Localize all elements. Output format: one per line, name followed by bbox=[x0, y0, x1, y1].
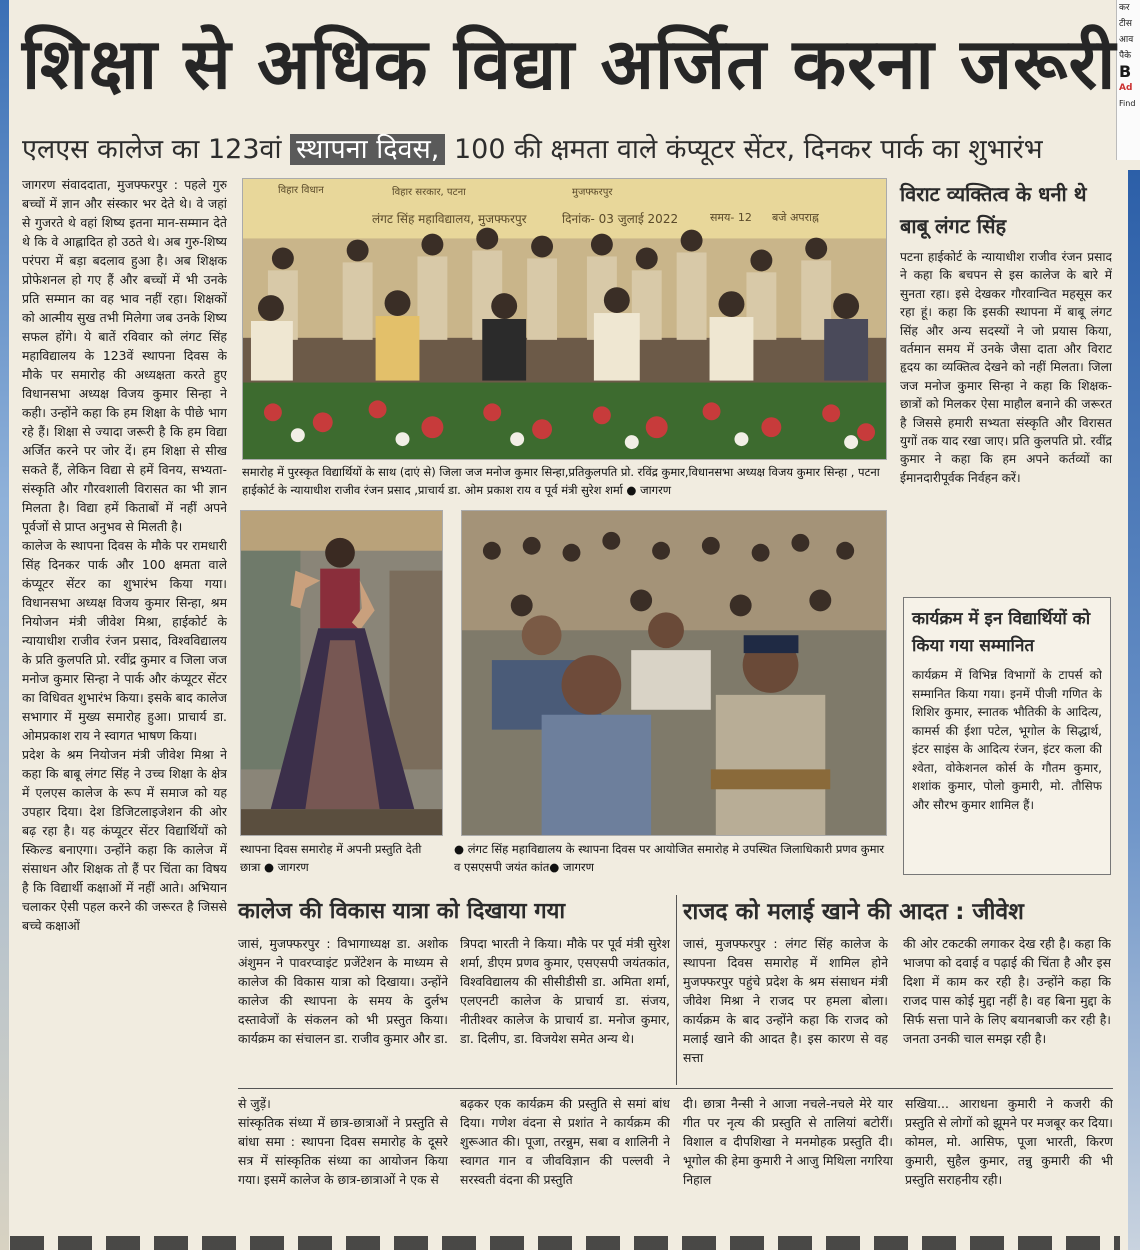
audience-photo bbox=[461, 510, 887, 836]
edge-fragment: Find bbox=[1119, 99, 1136, 108]
edge-fragment: पैके bbox=[1119, 51, 1132, 61]
dancer-photo bbox=[240, 510, 443, 836]
story-headline: कालेज की विकास यात्रा को दिखाया गया bbox=[238, 899, 566, 924]
photo-caption: ● लंगट सिंह महाविद्यालय के स्थापना दिवस पर आयोजित समारोह मे उपस्थित जिलाधिकारी प्रणव कुमार व एसएसपी जयंत कांत● जागरण bbox=[454, 842, 885, 874]
story-headline-text: राजद को मलाई खाने की आदत bbox=[683, 899, 948, 925]
sidebar-story-body: पटना हाईकोर्ट के न्यायाधीश राजीव रंजन प्रसाद ने कहा कि बचपन से इस कालेज के बारे में सुनता रहा। इसे देखकर गौरवान्वित महसूस कर रहा हूं। कहा कि इसकी स्थापना में बाबू लंगट सिंह और अन्य सदस्यों ने जो प्रयास किया, वर्तमान समय में उनके जैसा दाता और विराट हृदय का व्यक्तित्व देखने को नहीं मिलता। जिला जज मनोज कुमार सिन्हा ने कहा कि शिक्षक-छात्रों को मिलकर ऐसा माहौल बनाने की जरूरत है जिससे हमारी सभ्यता संस्कृति और विरासत युगों तक याद रखा जाए। प्रति कुलपति प्रो. रवींद्र कुमार ने कहा कि हम अपने कर्तव्यों का ईमानदारीपूर्वक निर्वहन करें। bbox=[900, 250, 1112, 485]
page-edge-strip bbox=[0, 0, 9, 1250]
banner-text: समय- 12 bbox=[710, 211, 752, 224]
subheadline-text: एलएस कालेज का 123वां bbox=[22, 134, 282, 165]
edge-fragment: कर bbox=[1119, 3, 1130, 13]
subheadline-highlight: स्थापना दिवस, bbox=[290, 134, 445, 165]
bottom-column: बढ़कर एक कार्यक्रम की प्रस्तुति से समां बांध दिया। गणेश वंदना से प्रशांत ने कार्यक्रम की शुरूआत की। पूजा, तरन्नुम, सबा व शालिनी ने स्वागत गान व जीवविज्ञान की पल्लवी ने सरस्वती वंदना की प्रस्तुति bbox=[460, 1096, 670, 1187]
banner-text: विहार विधान bbox=[278, 185, 324, 196]
adjacent-page-fragment bbox=[1116, 0, 1140, 160]
banner-overlay bbox=[242, 178, 887, 238]
story-column: जासं, मुजफ्फरपुर : विभागाध्यक्ष डा. अशोक अंशुमन ने पावरप्वाइंट प्रजेंटेशन के माध्यम से कालेज की विकास यात्रा को दिखाया। उन्होंने कालेज की स्थापना के समय के दुर्लभ दस्तावेजों के संकलन को भी प्रस्तुत किया। कार्यक्रम का संचालन डा. राजीव कुमार और डा. bbox=[238, 936, 448, 1046]
banner-text: लंगट सिंह महाविद्यालय, मुजफ्फरपुर bbox=[372, 212, 527, 226]
story-column: की ओर टकटकी लगाकर देख रही है। कहा कि भाजपा को दवाई व पढ़ाई की चिंता है और इस दिशा में काम कर रही है। उन्होंने कहा कि राजद पास कोई मुद्दा नहीं है। वह बिना मुद्दा के सिर्फ सत्ता पाने के लिए बयानबाजी कर रही है। जनता उनकी चाल समझ रही है। bbox=[903, 936, 1111, 1046]
edge-fragment: आव bbox=[1119, 35, 1134, 45]
photo-caption: स्थापना दिवस समारोह में अपनी प्रस्तुति देती छात्रा ● जागरण bbox=[240, 842, 422, 874]
sidebar-story-title: कार्यक्रम में इन विद्यार्थियों को किया गया सम्मानित bbox=[912, 609, 1091, 656]
story-headline bbox=[683, 895, 1113, 931]
next-headline-cutoff bbox=[10, 1232, 1120, 1250]
subheadline-text: 100 की क्षमता वाले कंप्यूटर सेंटर, दिनकर पार्क का शुभारंभ bbox=[454, 134, 1043, 165]
banner-text: मुजफ्फरपुर bbox=[572, 187, 613, 198]
story-headline-suffix: : जीवेश bbox=[955, 899, 1024, 925]
adjacent-page-blue-strip bbox=[1128, 170, 1140, 1250]
sidebar-story-body: कार्यक्रम में विभिन्न विभागों के टापर्स को सम्मानित किया गया। इनमें पीजी गणित के शिशिर कुमार, स्नातक भौतिकी के आदित्य, कामर्स की ईशा पटेल, भूगोल के सिद्धार्थ, इंटर साइंस के आदित्य रंजन, इंटर कला की श्वेता, वोकेशनल कोर्स के गौतम कुमार, शशांक कुमार, पोलो कुमारी, मो. तौसिफ और सौरभ कुमार शामिल हैं। bbox=[912, 668, 1102, 812]
bottom-column: सखिया... आराधना कुमारी ने कजरी की प्रस्तुति से लोगों को झूमने पर मजबूर कर दिया। कोमल, मो. आसिफ, पूजा भारती, किरण कुमारी, सुहैल कुमार, तन्नु कुमारी की भी प्रस्तुति सराहनीय रही। bbox=[905, 1096, 1113, 1187]
banner-text: बजे अपराह्न bbox=[772, 211, 819, 224]
subheadline bbox=[22, 130, 1112, 170]
story-column: जासं, मुजफ्फरपुर : लंगट सिंह कालेज के स्थापना दिवस समारोह में शामिल होने मुजफ्फरपुर पहुंचे प्रदेश के श्रम संसाधन मंत्री जीवेश मिश्रा ने राजद पर हमला बोला। कार्यक्रम के बाद उन्होंने कहा कि राजद को मलाई खाने की आदत है। इस कारण से वह सत्ता bbox=[683, 936, 888, 1065]
edge-fragment: B bbox=[1119, 62, 1132, 81]
sidebar-story-1 bbox=[900, 178, 1112, 588]
banner-text: दिनांक- 03 जुलाई 2022 bbox=[562, 212, 679, 226]
column-divider bbox=[676, 895, 677, 1085]
sidebar-story-2 bbox=[903, 597, 1111, 875]
page-headline: शिक्षा से अधिक विद्या अर्जित करना जरूरी bbox=[22, 23, 1117, 105]
story-column: त्रिपदा भारती ने किया। मौके पर पूर्व मंत्री सुरेश शर्मा, डीएम प्रणव कुमार, एसएसपी जयंतकांत, विश्वविद्यालय की सीसीडीसी डा. अमिता शर्मा, एलएनटी कालेज के प्राचार्य डा. संजय, नीतीश्वर कालेज के प्राचार्य डा. मनोज कुमार, डा. दिलीप, डा. विजयेश समेत अन्य थे। bbox=[460, 936, 670, 1046]
bottom-column: से जुड़ें। सांस्कृतिक संध्या में छात्र-छात्राओं ने प्रस्तुति से बांधा समा : स्थापना दिवस समारोह के दूसरे सत्र में सांस्कृतिक संध्या का आयोजन किया गया। इसमें कालेज के छात्र-छात्राओं ने एक से bbox=[238, 1096, 448, 1187]
banner-text: विहार सरकार, पटना bbox=[392, 187, 466, 198]
edge-fragment: Ad bbox=[1119, 83, 1133, 93]
photo-caption: समारोह में पुरस्कृत विद्यार्थियों के साथ (दाएं से) जिला जज मनोज कुमार सिन्हा,प्रतिकुलपति प्रो. रविंद्र कुमार,विधानसभा अध्यक्ष विजय कुमार सिन्हा , पटना हाईकोर्ट के न्यायाधीश राजीव रंजन प्रसाद ,प्राचार्य डा. ओम प्रकाश राय व पूर्व मंत्री सुरेश शर्मा ● जागरण bbox=[242, 465, 880, 497]
bottom-column: दी। छात्रा नैन्सी ने आजा नचले-नचले मेरे यार गीत पर नृत्य की प्रस्तुति से तालियां बटोरीं। विशाल व दीपशिखा ने मनमोहक प्रस्तुति दी। भूगोल की हेमा कुमारी ने आजु मिथिला नगरिया निहाल bbox=[683, 1096, 893, 1187]
main-story-column: जागरण संवाददाता, मुजफ्फरपुर : पहले गुरु बच्चों में ज्ञान और संस्कार भर देते थे। वे जहां से गुजरते थे वहां शिष्य इतना मान-सम्मान देते थे कि वे आह्लादित हो उठते थे। अब गुरु-शिष्य परंपरा में बड़ा बदलाव हुआ है। अब शिक्षक प्रोफेशनल हो गए हैं और बच्चों में भी उनके प्रति सम्मान का वह भाव नहीं रहा। शिक्षकों को आत्मीय सुख तभी मिलेगा जब उनके शिष्य सफल होंगे। ये बातें रविवार को लंगट सिंह महाविद्यालय के 123वें स्थापना दिवस के मौके पर समारोह की अध्यक्षता करते हुए विधानसभा अध्यक्ष विजय कुमार सिन्हा ने कही। उन्होंने कहा कि हम शिक्षा के पीछे भाग रहे हैं। शिक्षा से ज्यादा जरूरी है कि हम विद्या अर्जित करने पर जोर दें। हम शिक्षा से सीख सकते हैं, लेकिन विद्या से हमें विनय, सभ्यता-संस्कृति और गौरवशाली विरासत का भी ज्ञान मिलता है। विद्या हमें किताबों में नहीं अपने पूर्वजों से प्राप्त अनुभव से मिलती है। कालेज के स्थापना दिवस के मौके पर रामधारी सिंह दिनकर पार्क और 100 क्षमता वाले कंप्यूटर सेंटर का शुभारंभ किया गया। विधानसभा अध्यक्ष विजय कुमार सिन्हा, श्रम नियोजन मंत्री जीवेश मिश्रा, हाईकोर्ट के न्यायाधीश राजीव रंजन प्रसाद, विश्वविद्यालय के प्रति कुलपति प्रो. रवींद्र कुमार व जिला जज मनोज कुमार सिन्हा ने पार्क और कंप्यूटर सेंटर का विधिवत शुभारंभ किया। इसके बाद कालेज सभागार में मुख्य समारोह हुआ। प्राचार्य डा. ओमप्रकाश राय ने स्वागत भाषण किया। प्रदेश के श्रम नियोजन मंत्री जीवेश मिश्रा ने कहा कि बाबू लंगट सिंह ने उच्च शिक्षा के क्षेत्र में एलएस कालेज के रूप में समाज को यह उपहार दिया। देश डिजिटलाइजेशन की ओर बढ़ रहा है। यह कंप्यूटर सेंटर विद्यार्थियों को स्किल्ड बनाएगा। उन्होंने कहा कि कालेज में संसाधन और शिक्षक तो हैं पर चिंता का विषय है कि विद्यार्थी कक्षाओं में नहीं आते। अभियान चलाकर ऐसी पहल करने की जरूरत है जिससे बच्चे कक्षाओं bbox=[22, 177, 227, 933]
horizontal-divider bbox=[238, 1088, 1113, 1089]
edge-fragment: टीस bbox=[1119, 19, 1132, 29]
sidebar-story-title: विराट व्यक्तित्व के धनी थे बाबू लंगट सिंह bbox=[900, 182, 1087, 238]
